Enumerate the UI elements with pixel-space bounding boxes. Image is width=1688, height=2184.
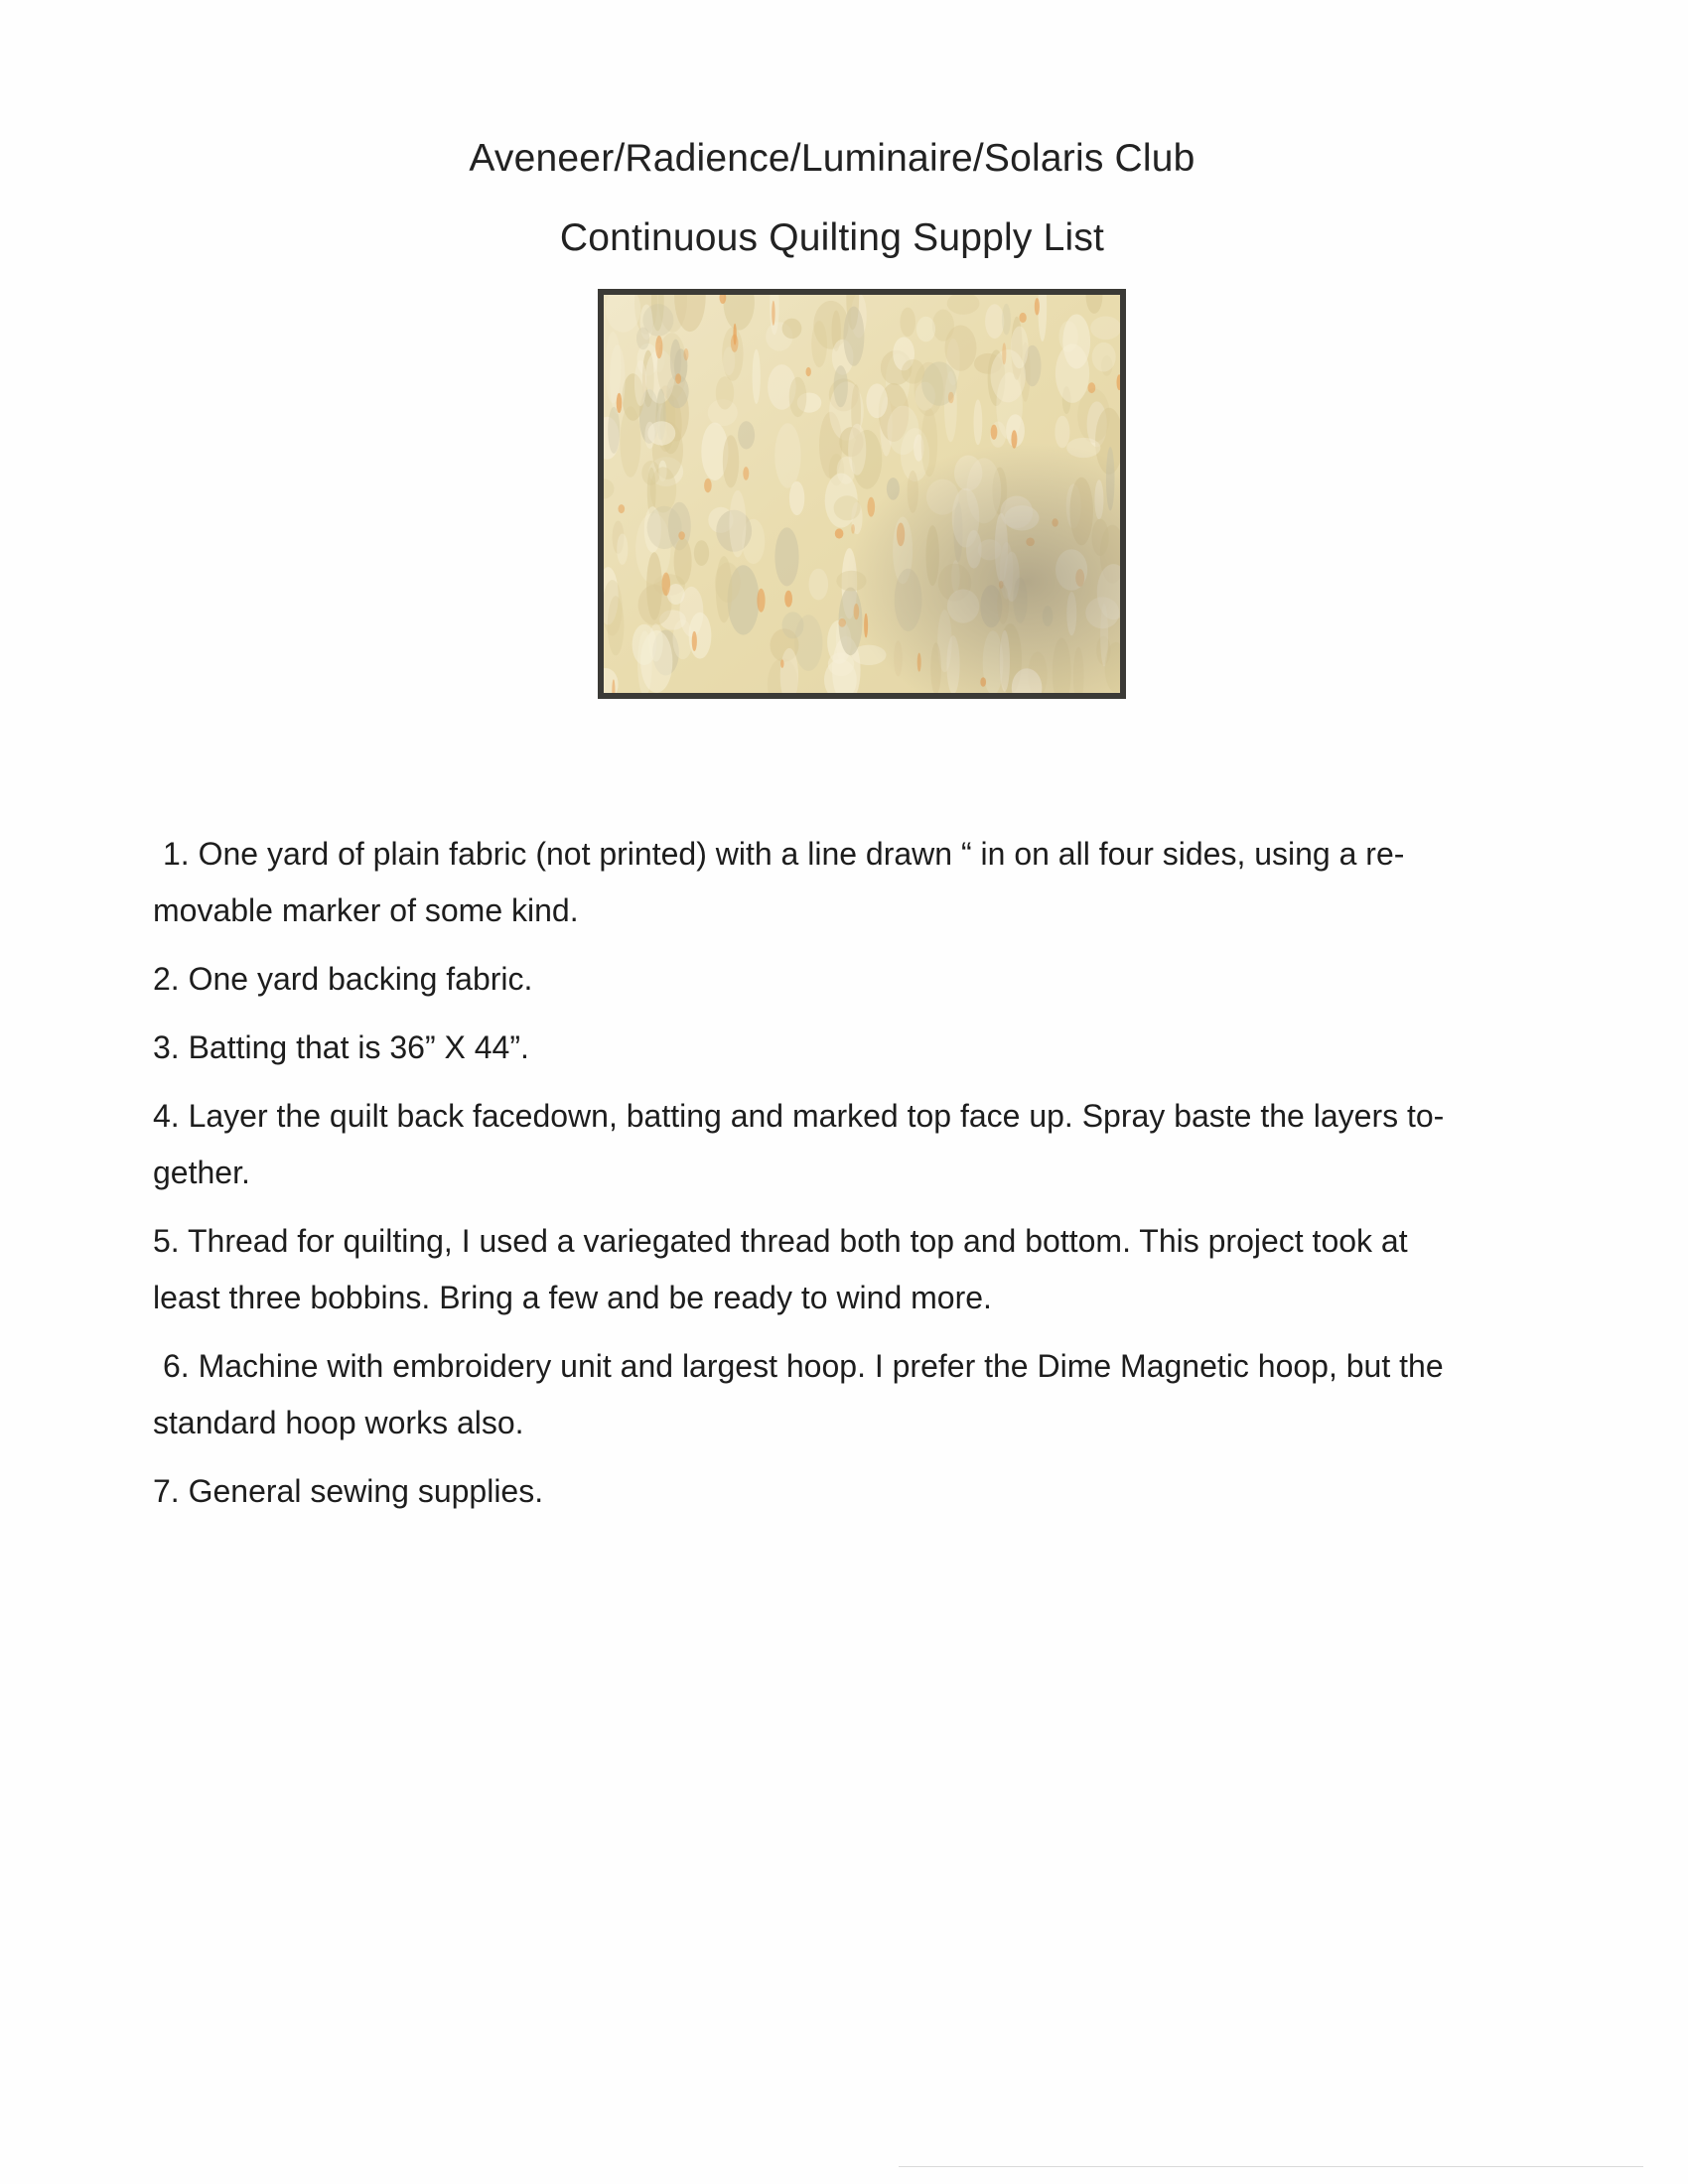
fabric-sample-image [598,289,1126,699]
supply-item-5 [153,1213,1563,1326]
supply-item-1-line-1: 1. One yard of plain fabric (not printed) with a line drawn “ in on all four sides, using a re- [163,836,1405,872]
fabric-texture [604,295,1120,693]
club-title: Aveneer/Radience/Luminaire/Solaris Club [469,137,1196,180]
supply-item-7-line-1: 7. General sewing supplies. [153,1473,544,1509]
supply-item-6 [153,1338,1563,1451]
supply-item-5-line-2: least three bobbins. Bring a few and be ready to wind more. [153,1280,992,1315]
supply-item-1-line-2: movable marker of some kind. [153,892,579,928]
supply-item-5-line-1: 5. Thread for quilting, I used a variegated thread both top and bottom. This project took at [153,1223,1408,1259]
supply-item-2 [153,951,1563,1008]
supply-item-6-line-1: 6. Machine with embroidery unit and largest hoop. I prefer the Dime Magnetic hoop, but the [163,1348,1444,1384]
supply-item-1 [153,826,1563,939]
supply-list [153,826,1563,1532]
supply-item-2-line-1: 2. One yard backing fabric. [153,961,533,997]
supply-item-4-line-2: gether. [153,1155,250,1190]
supply-item-4-line-1: 4. Layer the quilt back facedown, batting and marked top face up. Spray baste the layers to- [153,1098,1445,1134]
supply-item-6-line-2: standard hoop works also. [153,1405,524,1440]
supply-item-3-line-1: 3. Batting that is 36” X 44”. [153,1029,529,1065]
supply-item-3 [153,1020,1563,1076]
supply-item-7 [153,1463,1563,1520]
scan-edge-line [899,2166,1643,2167]
supply-list-title: Continuous Quilting Supply List [559,216,1105,259]
supply-item-4 [153,1088,1563,1201]
